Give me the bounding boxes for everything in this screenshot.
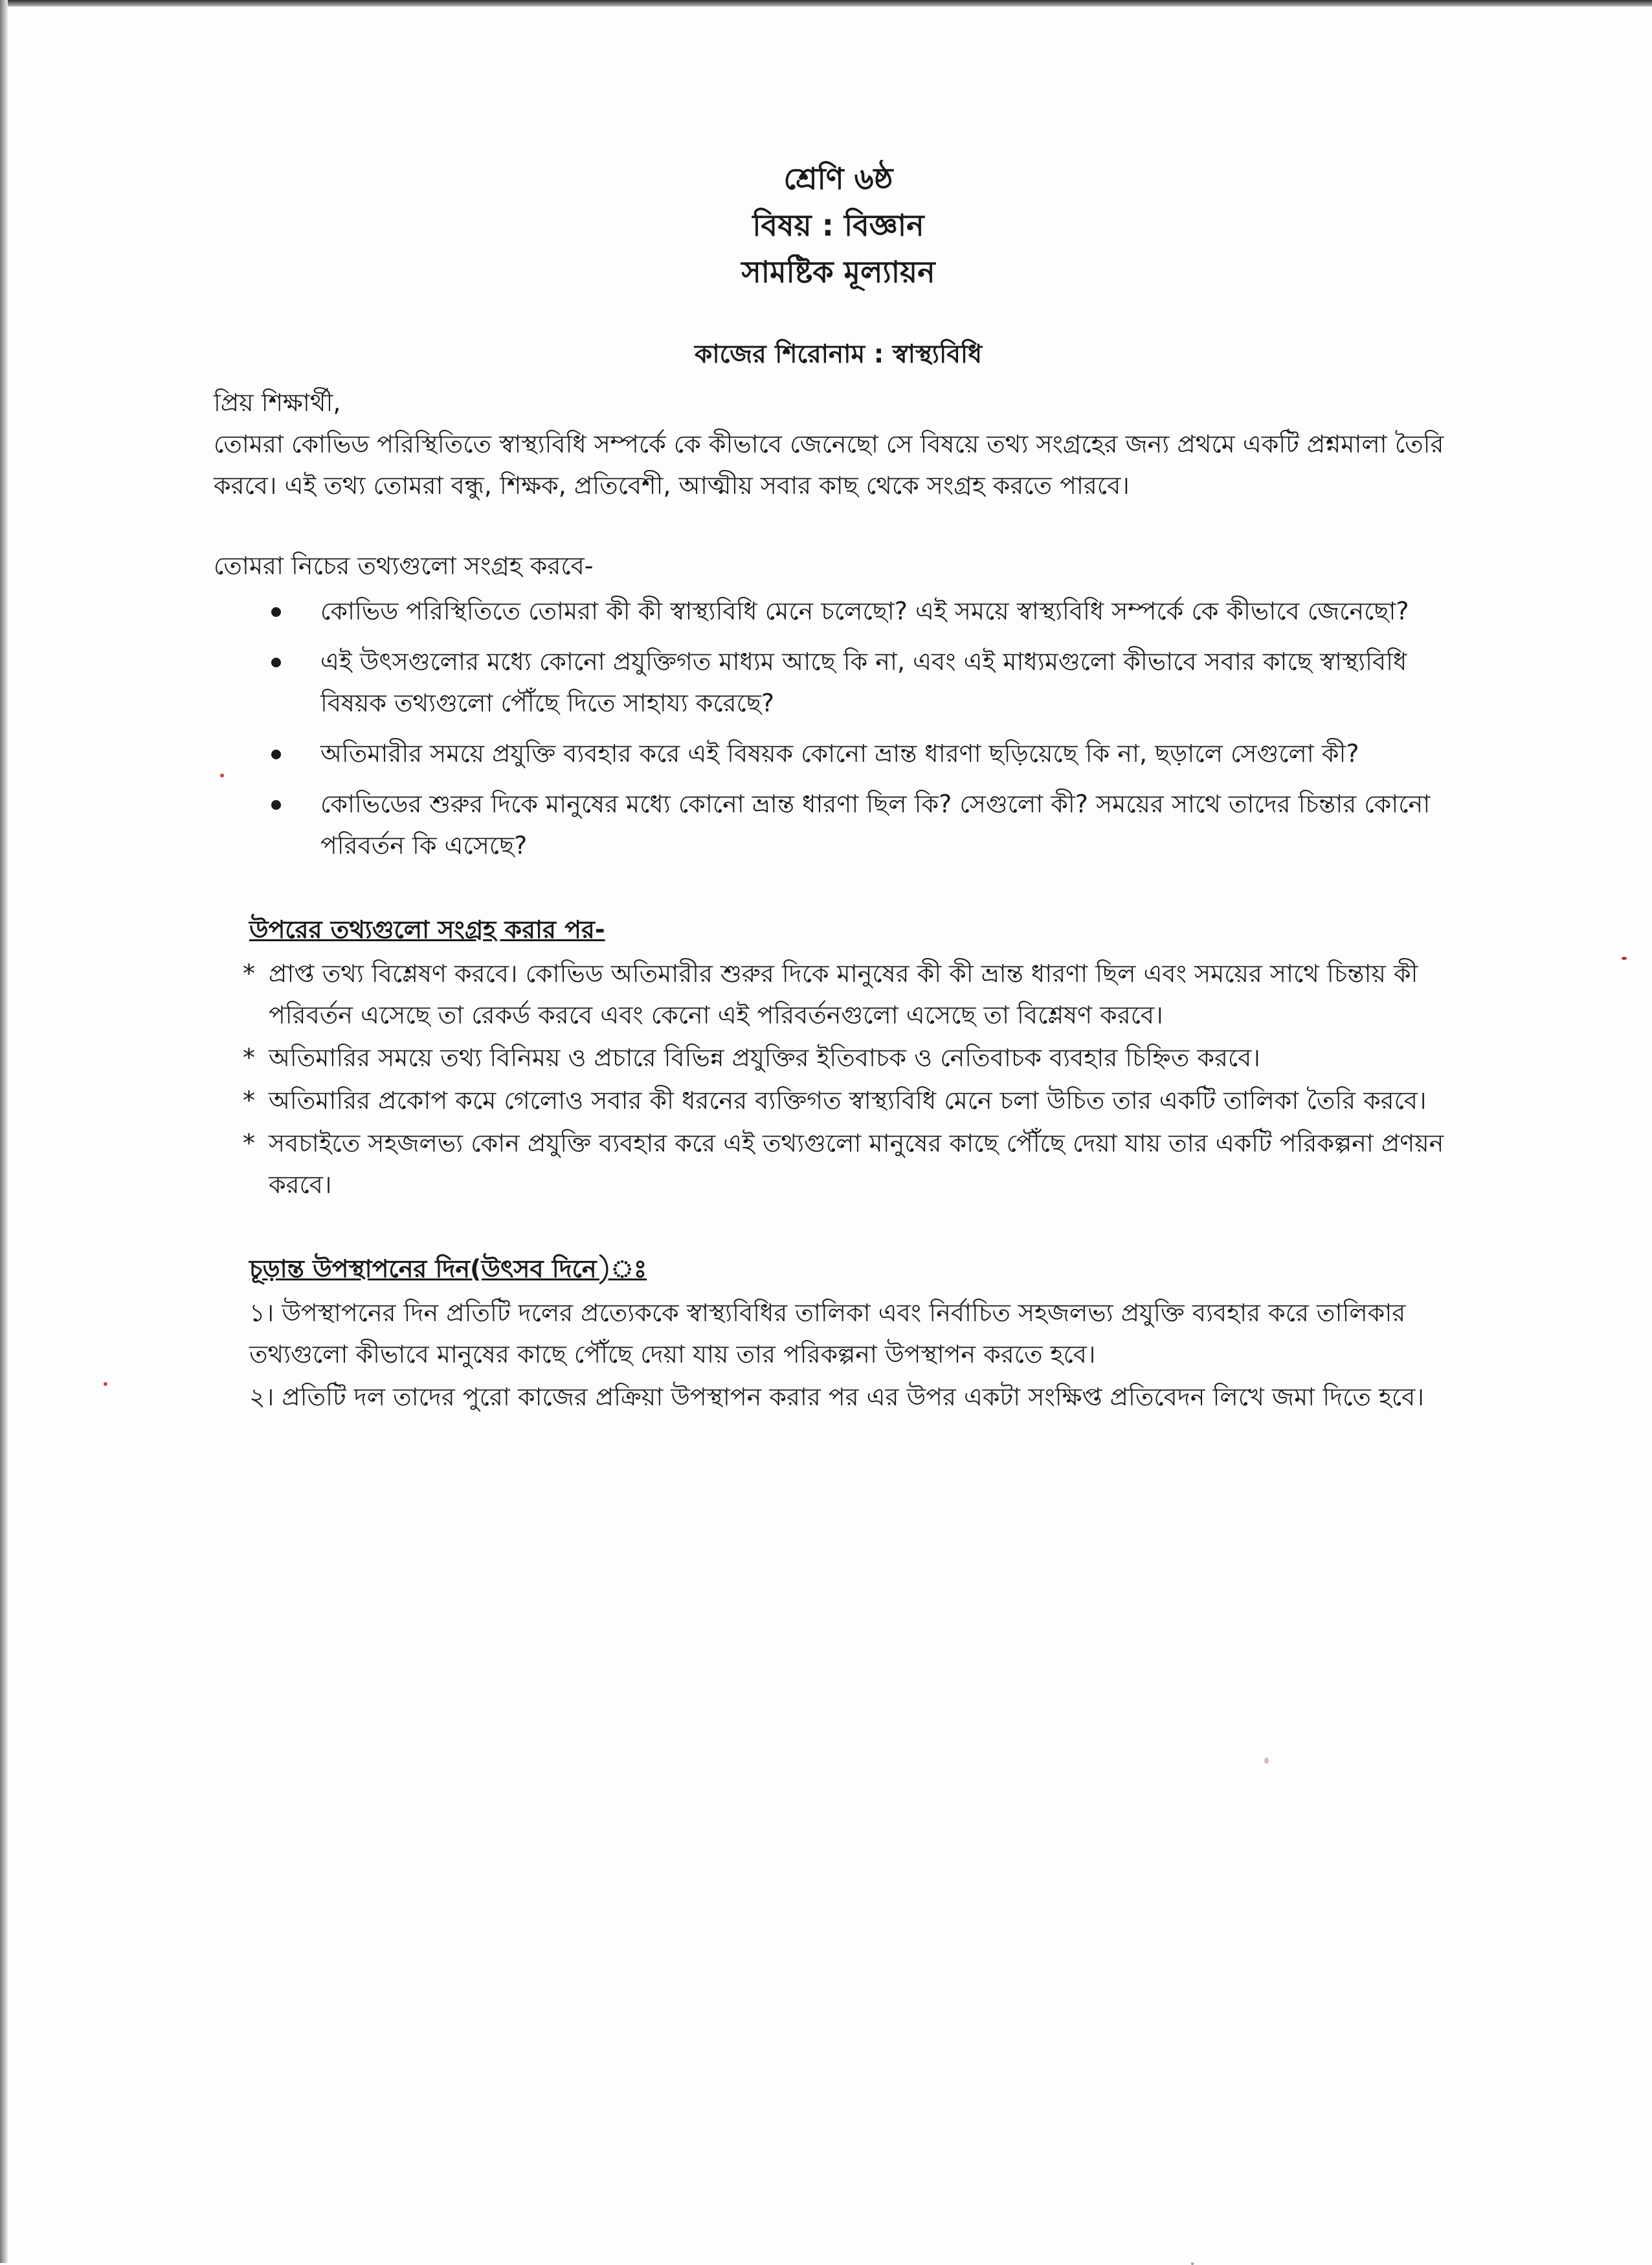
list-item: * অতিমারির সময়ে তথ্য বিনিময় ও প্রচারে বিভিন্ন প্রযুক্তির ইতিবাচক ও নেতিবাচক ব্যবহার চিহ্নিত করবে। (269, 1037, 1463, 1078)
list-item: কোভিড পরিস্থিতিতে তোমরা কী কী স্বাস্থ্যবিধি মেনে চলেছো? এই সময়ে স্বাস্থ্যবিধি সম্পর্কে কে কীভাবে জেনেছো? (320, 590, 1463, 632)
collection-bullet-list (214, 590, 1463, 866)
after-collection-heading: উপরের তথ্যগুলো সংগ্রহ করার পর- (249, 915, 605, 944)
final-presentation-heading: চূড়ান্ত উপস্থাপনের দিন(উৎসব দিনে)ঃ (249, 1255, 647, 1283)
after-collection-list (214, 953, 1463, 1205)
subject-heading: বিষয় : বিজ্ঞান (752, 208, 924, 243)
document-body (214, 155, 1463, 1419)
list-item: * প্রাপ্ত তথ্য বিশ্লেষণ করবে। কোভিড অতিমারীর শুরুর দিকে মানুষের কী কী ভ্রান্ত ধারণা ছিল এবং সময়ের সাথে চিন্তায় কী পরিবর্তন এসেছে তা রেকর্ড করবে এবং কেনো এই পরিবর্তনগুলো এসেছে তা বিশ্লেষণ করবে। (269, 953, 1463, 1036)
list-item: ১। উপস্থাপনের দিন প্রতিটি দলের প্রত্যেককে স্বাস্থ্যবিধির তালিকা এবং নির্বাচিত সহজলভ্য প্রযুক্তি ব্যবহার করে তালিকার তথ্যগুলো কীভাবে মানুষের কাছে পৌঁছে দেয়া যায় তার পরিকল্পনা উপস্থাপন করতে হবে। (249, 1299, 1406, 1368)
final-presentation-list (214, 1292, 1463, 1418)
scan-speck (1622, 957, 1627, 960)
list-item: ২। প্রতিটি দল তাদের পুরো কাজের প্রক্রিয়া উপস্থাপন করার পর এর উপর একটা সংক্ষিপ্ত প্রতিবেদন লিখে জমা দিতে হবে। (249, 1383, 1424, 1411)
list-item: কোভিডের শুরুর দিকে মানুষের মধ্যে কোনো ভ্রান্ত ধারণা ছিল কি? সেগুলো কী? সময়ের সাথে তাদের চিন্তার কোনো পরিবর্তন কি এসেছে? (320, 783, 1463, 866)
work-title: কাজের শিরোনাম : স্বাস্থ্যবিধি (695, 340, 982, 369)
class-heading: শ্রেণি ৬ষ্ঠ (783, 161, 893, 196)
collect-lead: তোমরা নিচের তথ্যগুলো সংগ্রহ করবে- (214, 552, 594, 580)
scan-speck (104, 1382, 107, 1386)
assessment-heading: সামষ্টিক মূল্যায়ন (741, 254, 935, 289)
list-item: * অতিমারির প্রকোপ কমে গেলোও সবার কী ধরনের ব্যক্তিগত স্বাস্থ্যবিধি মেনে চলা উচিত তার একটি তালিকা তৈরি করবে। (269, 1080, 1463, 1121)
salutation: প্রিয় শিক্ষার্থী, (214, 388, 341, 417)
scan-speck (1264, 1757, 1269, 1764)
list-item: অতিমারীর সময়ে প্রযুক্তি ব্যবহার করে এই বিষয়ক কোনো ভ্রান্ত ধারণা ছড়িয়েছে কি না, ছড়ালে সেগুলো কী? (320, 733, 1463, 774)
intro-paragraph: তোমরা কোভিড পরিস্থিতিতে স্বাস্থ্যবিধি সম্পর্কে কে কীভাবে জেনেছো সে বিষয়ে তথ্য সংগ্রহের জন্য প্রথমে একটি প্রশ্নমালা তৈরি করবে। এই তথ্য তোমরা বন্ধু, শিক্ষক, প্রতিবেশী, আত্মীয় সবার কাছ থেকে সংগ্রহ করতে পারবে। (214, 430, 1444, 500)
list-item: * সবচাইতে সহজলভ্য কোন প্রযুক্তি ব্যবহার করে এই তথ্যগুলো মানুষের কাছে পৌঁছে দেয়া যায় তার একটি পরিকল্পনা প্রণয়ন করবে। (269, 1122, 1463, 1205)
list-item: এই উৎসগুলোর মধ্যে কোনো প্রযুক্তিগত মাধ্যম আছে কি না, এবং এই মাধ্যমগুলো কীভাবে সবার কাছে স্বাস্থ্যবিধি বিষয়ক তথ্যগুলো পৌঁছে দিতে সাহায্য করেছে? (320, 641, 1463, 724)
scan-left-edge (0, 0, 8, 2263)
scan-top-edge (0, 0, 1652, 6)
